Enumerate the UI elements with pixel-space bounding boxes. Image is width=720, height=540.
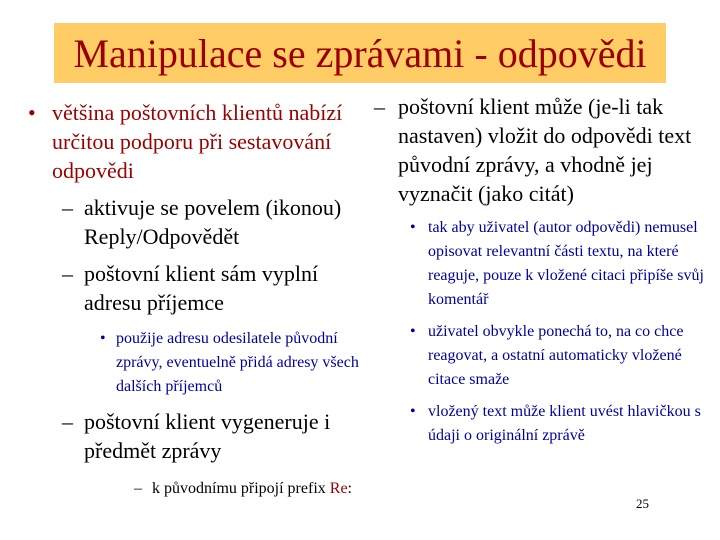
page-number: 25: [636, 496, 649, 511]
left-main-text: většina poštovních klientů nabízí určitou podporu při sestavování odpovědi: [52, 100, 343, 183]
dash-marker: –: [62, 261, 73, 286]
slide-title: Manipulace se zprávami - odpovědi: [73, 30, 647, 76]
title-banner: [54, 23, 666, 83]
left-sub1-text: aktivuje se povelem (ikonou) Reply/Odpovědět: [84, 195, 342, 249]
right-main-text: poštovní klient může (je-li tak nastaven) vložit do odpovědi text původní zprávy, a vhodně jej vyznačit (jako citát): [398, 94, 692, 206]
right-bullet-2: [372, 320, 714, 392]
left-main-item: [28, 98, 368, 185]
dash-marker: –: [62, 409, 73, 434]
left-sub2-text: poštovní klient sám vyplní adresu příjemce: [84, 261, 319, 315]
right-bullet-3: [372, 400, 714, 448]
right-main-item: [372, 92, 714, 208]
left-sub-item-1: [28, 193, 368, 251]
left-column: [28, 98, 368, 501]
bullet-marker: •: [410, 403, 416, 420]
bullet-marker: •: [100, 330, 106, 347]
right-b3-text: vložený text může klient uvést hlavičkou s údaji o originální zprávě: [428, 403, 701, 444]
right-column: [372, 92, 714, 448]
right-b1-text: tak aby uživatel (autor odpovědi) nemusel opisovat relevantní části textu, na které reaguje, pouze k vložené citaci připíše svůj komentář: [428, 219, 704, 308]
bullet-marker: •: [410, 323, 416, 340]
re-prefix: Re: [329, 480, 348, 497]
left-sub3-text: poštovní klient vygeneruje i předmět zprávy: [84, 409, 331, 463]
left-sub3-detail: [28, 477, 368, 501]
left-sub2-detail-text: použije adresu odesilatele původní zprávy, eventuelně přidá adresy všech dalších příjemců: [116, 330, 359, 395]
dash-marker: –: [62, 195, 73, 220]
left-sub-item-2: [28, 259, 368, 317]
bullet-marker: •: [28, 100, 36, 125]
re-colon: :: [347, 480, 352, 497]
bullet-marker: •: [410, 219, 416, 236]
left-sub2-detail: [28, 327, 368, 399]
right-bullet-1: [372, 216, 714, 312]
left-sub3-detail-prefix: k původnímu připojí prefix: [152, 480, 326, 497]
dash-marker: –: [374, 94, 385, 119]
left-sub-item-3: [28, 407, 368, 465]
right-b2-text: uživatel obvykle ponechá to, na co chce reagovat, a ostatní automaticky vložené citace smaže: [428, 323, 684, 388]
dash-marker: –: [134, 480, 142, 497]
